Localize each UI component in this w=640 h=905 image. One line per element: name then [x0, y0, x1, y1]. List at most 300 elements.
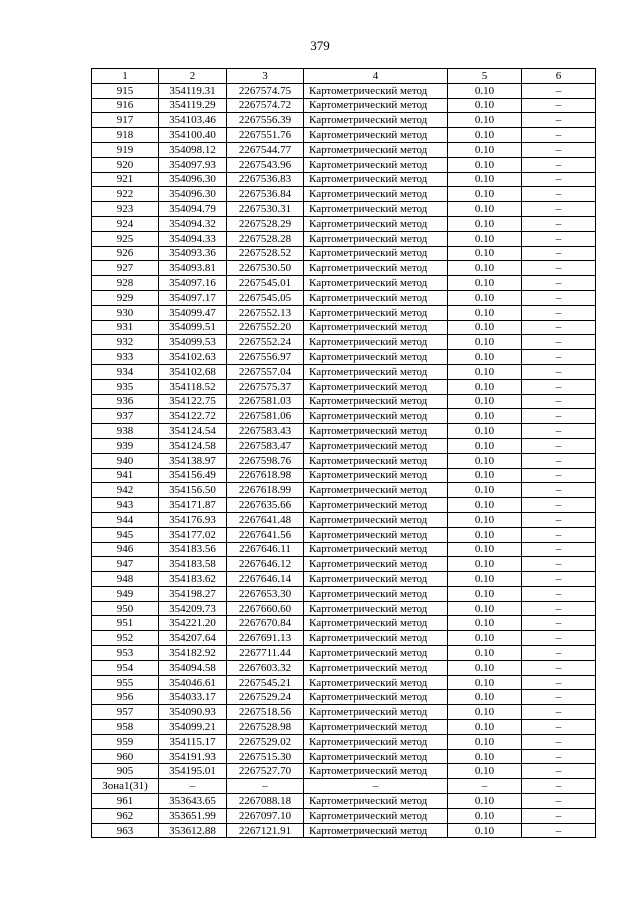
- y-coordinate-cell: 2267121.91: [227, 823, 304, 838]
- accuracy-cell: 0.10: [448, 764, 522, 779]
- method-cell: Картометрический метод: [304, 128, 448, 143]
- coordinates-table: [91, 68, 596, 838]
- table-row: [92, 675, 596, 690]
- note-cell: –: [522, 216, 596, 231]
- accuracy-cell: 0.10: [448, 453, 522, 468]
- note-cell: –: [522, 142, 596, 157]
- method-cell: Картометрический метод: [304, 187, 448, 202]
- method-cell: Картометрический метод: [304, 468, 448, 483]
- method-cell: Картометрический метод: [304, 231, 448, 246]
- method-cell: Картометрический метод: [304, 438, 448, 453]
- y-coordinate-cell: 2267536.84: [227, 187, 304, 202]
- note-cell: –: [522, 261, 596, 276]
- table-row: [92, 128, 596, 143]
- method-cell: Картометрический метод: [304, 98, 448, 113]
- y-coordinate-cell: 2267581.06: [227, 409, 304, 424]
- x-coordinate-cell: 354094.79: [159, 202, 227, 217]
- point-number-cell: 948: [92, 572, 159, 587]
- y-coordinate-cell: 2267545.01: [227, 276, 304, 291]
- table-row: [92, 720, 596, 735]
- note-cell: –: [522, 764, 596, 779]
- point-number-cell: 957: [92, 705, 159, 720]
- table-row: [92, 261, 596, 276]
- accuracy-cell: 0.10: [448, 172, 522, 187]
- note-cell: –: [522, 794, 596, 809]
- note-cell: –: [522, 438, 596, 453]
- point-number-cell: 951: [92, 616, 159, 631]
- table-row: [92, 453, 596, 468]
- accuracy-cell: 0.10: [448, 483, 522, 498]
- point-number-cell: 947: [92, 557, 159, 572]
- accuracy-cell: 0.10: [448, 261, 522, 276]
- point-number-cell: 942: [92, 483, 159, 498]
- table-row: [92, 527, 596, 542]
- y-coordinate-cell: 2267556.97: [227, 350, 304, 365]
- x-coordinate-cell: 354195.01: [159, 764, 227, 779]
- y-coordinate-cell: 2267543.96: [227, 157, 304, 172]
- point-number-cell: 939: [92, 438, 159, 453]
- x-coordinate-cell: 354209.73: [159, 601, 227, 616]
- table-row: [92, 172, 596, 187]
- y-coordinate-cell: 2267660.60: [227, 601, 304, 616]
- y-coordinate-cell: 2267552.24: [227, 335, 304, 350]
- x-coordinate-cell: 354094.33: [159, 231, 227, 246]
- accuracy-cell: 0.10: [448, 734, 522, 749]
- accuracy-cell: 0.10: [448, 202, 522, 217]
- x-coordinate-cell: 354090.93: [159, 705, 227, 720]
- y-coordinate-cell: –: [227, 779, 304, 794]
- table-row: [92, 290, 596, 305]
- y-coordinate-cell: 2267530.50: [227, 261, 304, 276]
- accuracy-cell: 0.10: [448, 83, 522, 98]
- accuracy-cell: 0.10: [448, 142, 522, 157]
- method-cell: –: [304, 779, 448, 794]
- table-row: [92, 335, 596, 350]
- table-row: [92, 98, 596, 113]
- accuracy-cell: 0.10: [448, 720, 522, 735]
- point-number-cell: 949: [92, 586, 159, 601]
- x-coordinate-cell: 354156.50: [159, 483, 227, 498]
- method-cell: Картометрический метод: [304, 720, 448, 735]
- y-coordinate-cell: 2267528.28: [227, 231, 304, 246]
- y-coordinate-cell: 2267646.14: [227, 572, 304, 587]
- column-header-3: 3: [227, 69, 304, 84]
- method-cell: Картометрический метод: [304, 557, 448, 572]
- note-cell: –: [522, 749, 596, 764]
- point-number-cell: 955: [92, 675, 159, 690]
- point-number-cell: 927: [92, 261, 159, 276]
- x-coordinate-cell: 353651.99: [159, 808, 227, 823]
- accuracy-cell: 0.10: [448, 335, 522, 350]
- method-cell: Картометрический метод: [304, 216, 448, 231]
- table-row: [92, 808, 596, 823]
- y-coordinate-cell: 2267528.98: [227, 720, 304, 735]
- note-cell: –: [522, 734, 596, 749]
- table-row: [92, 394, 596, 409]
- method-cell: Картометрический метод: [304, 83, 448, 98]
- y-coordinate-cell: 2267515.30: [227, 749, 304, 764]
- accuracy-cell: 0.10: [448, 527, 522, 542]
- column-header-2: 2: [159, 69, 227, 84]
- point-number-cell: 944: [92, 512, 159, 527]
- point-number-cell: 941: [92, 468, 159, 483]
- table-row: [92, 572, 596, 587]
- method-cell: Картометрический метод: [304, 172, 448, 187]
- method-cell: Картометрический метод: [304, 734, 448, 749]
- x-coordinate-cell: 354102.68: [159, 364, 227, 379]
- table-row: [92, 83, 596, 98]
- method-cell: Картометрический метод: [304, 276, 448, 291]
- method-cell: Картометрический метод: [304, 690, 448, 705]
- x-coordinate-cell: 354099.53: [159, 335, 227, 350]
- x-coordinate-cell: 354096.30: [159, 172, 227, 187]
- y-coordinate-cell: 2267556.39: [227, 113, 304, 128]
- note-cell: –: [522, 779, 596, 794]
- point-number-cell: 936: [92, 394, 159, 409]
- table-row: [92, 187, 596, 202]
- note-cell: –: [522, 276, 596, 291]
- note-cell: –: [522, 113, 596, 128]
- point-number-cell: 931: [92, 320, 159, 335]
- accuracy-cell: 0.10: [448, 794, 522, 809]
- point-number-cell: 940: [92, 453, 159, 468]
- accuracy-cell: 0.10: [448, 187, 522, 202]
- y-coordinate-cell: 2267528.29: [227, 216, 304, 231]
- note-cell: –: [522, 601, 596, 616]
- point-number-cell: 932: [92, 335, 159, 350]
- point-number-cell: 930: [92, 305, 159, 320]
- y-coordinate-cell: 2267088.18: [227, 794, 304, 809]
- method-cell: Картометрический метод: [304, 320, 448, 335]
- point-number-cell: 915: [92, 83, 159, 98]
- accuracy-cell: 0.10: [448, 113, 522, 128]
- point-number-cell: 918: [92, 128, 159, 143]
- table-row: [92, 424, 596, 439]
- accuracy-cell: 0.10: [448, 290, 522, 305]
- note-cell: –: [522, 808, 596, 823]
- accuracy-cell: 0.10: [448, 572, 522, 587]
- table-row: [92, 498, 596, 513]
- y-coordinate-cell: 2267530.31: [227, 202, 304, 217]
- table-row: [92, 379, 596, 394]
- x-coordinate-cell: 354046.61: [159, 675, 227, 690]
- point-number-cell: 926: [92, 246, 159, 261]
- table-row: [92, 586, 596, 601]
- accuracy-cell: 0.10: [448, 424, 522, 439]
- table-row: [92, 646, 596, 661]
- table-row: [92, 483, 596, 498]
- y-coordinate-cell: 2267641.48: [227, 512, 304, 527]
- x-coordinate-cell: 354221.20: [159, 616, 227, 631]
- note-cell: –: [522, 246, 596, 261]
- table-row: [92, 690, 596, 705]
- note-cell: –: [522, 631, 596, 646]
- point-number-cell: 954: [92, 660, 159, 675]
- x-coordinate-cell: 354118.52: [159, 379, 227, 394]
- table-row: [92, 631, 596, 646]
- y-coordinate-cell: 2267529.24: [227, 690, 304, 705]
- note-cell: –: [522, 572, 596, 587]
- accuracy-cell: 0.10: [448, 128, 522, 143]
- method-cell: Картометрический метод: [304, 764, 448, 779]
- note-cell: –: [522, 823, 596, 838]
- note-cell: –: [522, 128, 596, 143]
- table-row: [92, 364, 596, 379]
- note-cell: –: [522, 320, 596, 335]
- note-cell: –: [522, 660, 596, 675]
- y-coordinate-cell: 2267544.77: [227, 142, 304, 157]
- method-cell: Картометрический метод: [304, 142, 448, 157]
- accuracy-cell: 0.10: [448, 616, 522, 631]
- note-cell: –: [522, 290, 596, 305]
- note-cell: –: [522, 616, 596, 631]
- method-cell: Картометрический метод: [304, 379, 448, 394]
- x-coordinate-cell: 354094.32: [159, 216, 227, 231]
- x-coordinate-cell: 354100.40: [159, 128, 227, 143]
- table-row: [92, 350, 596, 365]
- y-coordinate-cell: 2267646.11: [227, 542, 304, 557]
- point-number-cell: 956: [92, 690, 159, 705]
- x-coordinate-cell: 354097.16: [159, 276, 227, 291]
- accuracy-cell: 0.10: [448, 409, 522, 424]
- table-row: [92, 231, 596, 246]
- x-coordinate-cell: 354103.46: [159, 113, 227, 128]
- note-cell: –: [522, 690, 596, 705]
- point-number-cell: 938: [92, 424, 159, 439]
- note-cell: –: [522, 453, 596, 468]
- accuracy-cell: 0.10: [448, 394, 522, 409]
- x-coordinate-cell: 354171.87: [159, 498, 227, 513]
- point-number-cell: 925: [92, 231, 159, 246]
- note-cell: –: [522, 542, 596, 557]
- accuracy-cell: 0.10: [448, 498, 522, 513]
- accuracy-cell: 0.10: [448, 660, 522, 675]
- y-coordinate-cell: 2267528.52: [227, 246, 304, 261]
- note-cell: –: [522, 394, 596, 409]
- point-number-cell: 919: [92, 142, 159, 157]
- y-coordinate-cell: 2267545.21: [227, 675, 304, 690]
- x-coordinate-cell: –: [159, 779, 227, 794]
- y-coordinate-cell: 2267551.76: [227, 128, 304, 143]
- method-cell: Картометрический метод: [304, 616, 448, 631]
- accuracy-cell: 0.10: [448, 601, 522, 616]
- note-cell: –: [522, 364, 596, 379]
- table-row: [92, 823, 596, 838]
- y-coordinate-cell: 2267670.84: [227, 616, 304, 631]
- note-cell: –: [522, 379, 596, 394]
- method-cell: Картометрический метод: [304, 261, 448, 276]
- x-coordinate-cell: 354093.81: [159, 261, 227, 276]
- y-coordinate-cell: 2267618.99: [227, 483, 304, 498]
- note-cell: –: [522, 498, 596, 513]
- y-coordinate-cell: 2267536.83: [227, 172, 304, 187]
- table-row: [92, 305, 596, 320]
- note-cell: –: [522, 83, 596, 98]
- accuracy-cell: 0.10: [448, 675, 522, 690]
- note-cell: –: [522, 231, 596, 246]
- accuracy-cell: 0.10: [448, 350, 522, 365]
- x-coordinate-cell: 354102.63: [159, 350, 227, 365]
- table-body: [92, 83, 596, 838]
- y-coordinate-cell: 2267552.13: [227, 305, 304, 320]
- column-header-4: 4: [304, 69, 448, 84]
- method-cell: Картометрический метод: [304, 409, 448, 424]
- table-row: [92, 409, 596, 424]
- x-coordinate-cell: 354198.27: [159, 586, 227, 601]
- x-coordinate-cell: 354093.36: [159, 246, 227, 261]
- x-coordinate-cell: 354033.17: [159, 690, 227, 705]
- point-number-cell: 953: [92, 646, 159, 661]
- x-coordinate-cell: 354183.62: [159, 572, 227, 587]
- accuracy-cell: 0.10: [448, 305, 522, 320]
- x-coordinate-cell: 354119.29: [159, 98, 227, 113]
- point-number-cell: 934: [92, 364, 159, 379]
- accuracy-cell: 0.10: [448, 468, 522, 483]
- note-cell: –: [522, 557, 596, 572]
- point-number-cell: 950: [92, 601, 159, 616]
- table-row: [92, 216, 596, 231]
- header-row: [92, 69, 596, 84]
- table-row: [92, 705, 596, 720]
- y-coordinate-cell: 2267527.70: [227, 764, 304, 779]
- y-coordinate-cell: 2267097.10: [227, 808, 304, 823]
- method-cell: Картометрический метод: [304, 660, 448, 675]
- method-cell: Картометрический метод: [304, 483, 448, 498]
- point-number-cell: 933: [92, 350, 159, 365]
- accuracy-cell: 0.10: [448, 231, 522, 246]
- method-cell: Картометрический метод: [304, 749, 448, 764]
- note-cell: –: [522, 527, 596, 542]
- y-coordinate-cell: 2267618.98: [227, 468, 304, 483]
- column-header-6: 6: [522, 69, 596, 84]
- accuracy-cell: 0.10: [448, 512, 522, 527]
- method-cell: Картометрический метод: [304, 498, 448, 513]
- x-coordinate-cell: 354183.58: [159, 557, 227, 572]
- table-row: [92, 142, 596, 157]
- y-coordinate-cell: 2267598.76: [227, 453, 304, 468]
- table-row: [92, 512, 596, 527]
- x-coordinate-cell: 354122.75: [159, 394, 227, 409]
- note-cell: –: [522, 720, 596, 735]
- accuracy-cell: 0.10: [448, 157, 522, 172]
- table-row: [92, 246, 596, 261]
- x-coordinate-cell: 354124.54: [159, 424, 227, 439]
- point-number-cell: 960: [92, 749, 159, 764]
- method-cell: Картометрический метод: [304, 424, 448, 439]
- y-coordinate-cell: 2267574.72: [227, 98, 304, 113]
- note-cell: –: [522, 335, 596, 350]
- point-number-cell: 945: [92, 527, 159, 542]
- note-cell: –: [522, 187, 596, 202]
- point-number-cell: 946: [92, 542, 159, 557]
- note-cell: –: [522, 98, 596, 113]
- method-cell: Картометрический метод: [304, 335, 448, 350]
- x-coordinate-cell: 354094.58: [159, 660, 227, 675]
- accuracy-cell: 0.10: [448, 276, 522, 291]
- accuracy-cell: 0.10: [448, 438, 522, 453]
- point-number-cell: 961: [92, 794, 159, 809]
- page-number: 379: [310, 38, 330, 53]
- accuracy-cell: 0.10: [448, 749, 522, 764]
- note-cell: –: [522, 202, 596, 217]
- table-row: [92, 157, 596, 172]
- y-coordinate-cell: 2267691.13: [227, 631, 304, 646]
- x-coordinate-cell: 354124.58: [159, 438, 227, 453]
- x-coordinate-cell: 353612.88: [159, 823, 227, 838]
- point-number-cell: 917: [92, 113, 159, 128]
- y-coordinate-cell: 2267653.30: [227, 586, 304, 601]
- point-number-cell: 924: [92, 216, 159, 231]
- point-number-cell: 922: [92, 187, 159, 202]
- point-number-cell: 962: [92, 808, 159, 823]
- y-coordinate-cell: 2267529.02: [227, 734, 304, 749]
- table-row: [92, 276, 596, 291]
- note-cell: –: [522, 512, 596, 527]
- note-cell: –: [522, 705, 596, 720]
- accuracy-cell: 0.10: [448, 557, 522, 572]
- accuracy-cell: 0.10: [448, 98, 522, 113]
- method-cell: Картометрический метод: [304, 246, 448, 261]
- accuracy-cell: 0.10: [448, 586, 522, 601]
- x-coordinate-cell: 353643.65: [159, 794, 227, 809]
- method-cell: Картометрический метод: [304, 572, 448, 587]
- method-cell: Картометрический метод: [304, 808, 448, 823]
- x-coordinate-cell: 354177.02: [159, 527, 227, 542]
- y-coordinate-cell: 2267518.56: [227, 705, 304, 720]
- x-coordinate-cell: 354098.12: [159, 142, 227, 157]
- x-coordinate-cell: 354097.17: [159, 290, 227, 305]
- y-coordinate-cell: 2267641.56: [227, 527, 304, 542]
- table-row: [92, 779, 596, 794]
- table-row: [92, 601, 596, 616]
- accuracy-cell: 0.10: [448, 690, 522, 705]
- table-row: [92, 468, 596, 483]
- method-cell: Картометрический метод: [304, 350, 448, 365]
- table-row: [92, 616, 596, 631]
- table-row: [92, 557, 596, 572]
- note-cell: –: [522, 483, 596, 498]
- note-cell: –: [522, 424, 596, 439]
- method-cell: Картометрический метод: [304, 542, 448, 557]
- x-coordinate-cell: 354099.47: [159, 305, 227, 320]
- method-cell: Картометрический метод: [304, 113, 448, 128]
- point-number-cell: 935: [92, 379, 159, 394]
- method-cell: Картометрический метод: [304, 290, 448, 305]
- table-row: [92, 320, 596, 335]
- point-number-cell: 921: [92, 172, 159, 187]
- accuracy-cell: 0.10: [448, 246, 522, 261]
- point-number-cell: 905: [92, 764, 159, 779]
- note-cell: –: [522, 675, 596, 690]
- y-coordinate-cell: 2267646.12: [227, 557, 304, 572]
- table-row: [92, 113, 596, 128]
- method-cell: Картометрический метод: [304, 157, 448, 172]
- point-number-cell: 920: [92, 157, 159, 172]
- accuracy-cell: 0.10: [448, 364, 522, 379]
- accuracy-cell: 0.10: [448, 705, 522, 720]
- point-number-cell: Зона1(31): [92, 779, 159, 794]
- method-cell: Картометрический метод: [304, 675, 448, 690]
- accuracy-cell: 0.10: [448, 823, 522, 838]
- point-number-cell: 928: [92, 276, 159, 291]
- x-coordinate-cell: 354182.92: [159, 646, 227, 661]
- method-cell: Картометрический метод: [304, 646, 448, 661]
- x-coordinate-cell: 354096.30: [159, 187, 227, 202]
- y-coordinate-cell: 2267575.37: [227, 379, 304, 394]
- x-coordinate-cell: 354122.72: [159, 409, 227, 424]
- x-coordinate-cell: 354207.64: [159, 631, 227, 646]
- table-row: [92, 734, 596, 749]
